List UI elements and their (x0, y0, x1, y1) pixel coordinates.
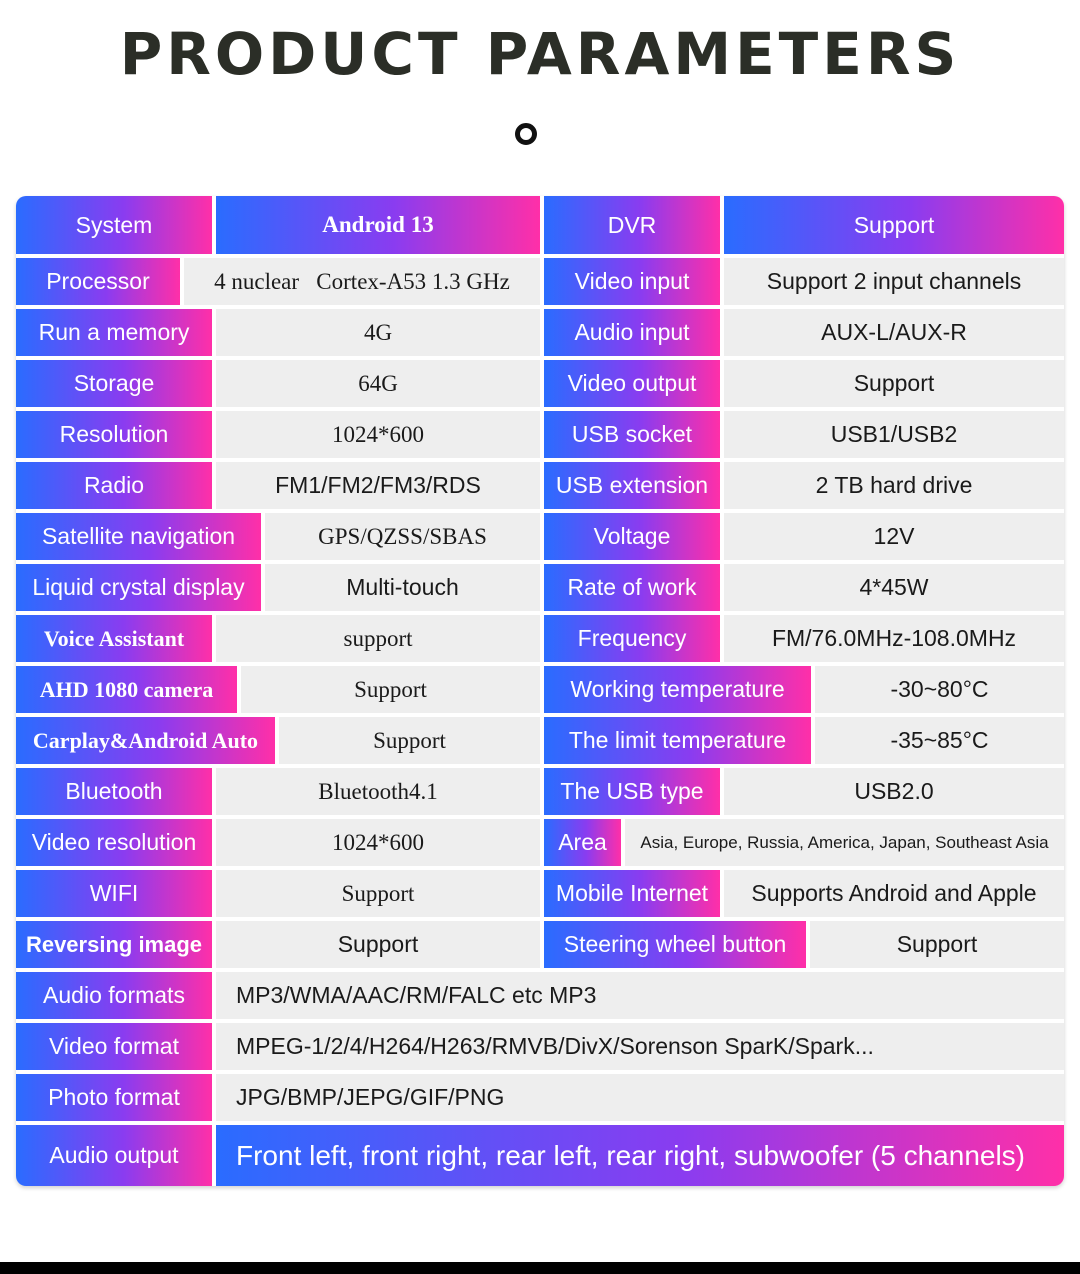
circle-icon (515, 123, 537, 145)
spec-label-video-input: Video input (544, 258, 720, 305)
spec-label-voltage: Voltage (544, 513, 720, 560)
spec-label-reversing-image: Reversing image (16, 921, 212, 968)
spec-label-usb-type: The USB type (544, 768, 720, 815)
spec-value-frequency: FM/76.0MHz-108.0MHz (724, 615, 1064, 662)
spec-value-usb-socket: USB1/USB2 (724, 411, 1064, 458)
spec-value-voltage: 12V (724, 513, 1064, 560)
bottom-bar (0, 1262, 1080, 1274)
spec-label-processor: Processor (16, 258, 180, 305)
spec-value-limit-temperature: -35~85°C (815, 717, 1064, 764)
spec-value-photo-format: JPG/BMP/JEPG/GIF/PNG (216, 1074, 1064, 1121)
spec-label-video-format: Video format (16, 1023, 212, 1070)
spec-value-video-output: Support (724, 360, 1064, 407)
spec-label-wifi: WIFI (16, 870, 212, 917)
spec-label-lcd: Liquid crystal display (16, 564, 261, 611)
spec-label-rate-of-work: Rate of work (544, 564, 720, 611)
spec-value-ahd-camera: Support (241, 666, 540, 713)
spec-label-voice-assistant: Voice Assistant (16, 615, 212, 662)
spec-label-frequency: Frequency (544, 615, 720, 662)
spec-label-storage: Storage (16, 360, 212, 407)
spec-label-radio: Radio (16, 462, 212, 509)
spec-value-radio: FM1/FM2/FM3/RDS (216, 462, 540, 509)
spec-label-limit-temperature: The limit temperature (544, 717, 811, 764)
spec-value-video-format: MPEG-1/2/4/H264/H263/RMVB/DivX/Sorenson SparK/Spark... (216, 1023, 1064, 1070)
spec-label-bluetooth: Bluetooth (16, 768, 212, 815)
spec-value-video-resolution: 1024*600 (216, 819, 540, 866)
spec-label-audio-formats: Audio formats (16, 972, 212, 1019)
spec-value-audio-input: AUX-L/AUX-R (724, 309, 1064, 356)
spec-label-dvr: DVR (544, 196, 720, 254)
spec-value-reversing-image: Support (216, 921, 540, 968)
spec-value-area: Asia, Europe, Russia, America, Japan, Southeast Asia (625, 819, 1064, 866)
spec-label-carplay: Carplay&Android Auto (16, 717, 275, 764)
spec-label-mobile-internet: Mobile Internet (544, 870, 720, 917)
spec-label-audio-output: Audio output (16, 1125, 212, 1186)
spec-label-video-output: Video output (544, 360, 720, 407)
spec-label-working-temperature: Working temperature (544, 666, 811, 713)
spec-label-ahd-camera: AHD 1080 camera (16, 666, 237, 713)
spec-label-usb-extension: USB extension (544, 462, 720, 509)
spec-value-voice-assistant: support (216, 615, 540, 662)
spec-value-audio-formats: MP3/WMA/AAC/RM/FALC etc MP3 (216, 972, 1064, 1019)
spec-label-audio-input: Audio input (544, 309, 720, 356)
spec-value-carplay: Support (279, 717, 540, 764)
spec-label-resolution: Resolution (16, 411, 212, 458)
spec-value-lcd: Multi-touch (265, 564, 540, 611)
spec-value-memory: 4G (216, 309, 540, 356)
spec-label-steering-wheel: Steering wheel button (544, 921, 806, 968)
spec-label-memory: Run a memory (16, 309, 212, 356)
spec-value-bluetooth: Bluetooth4.1 (216, 768, 540, 815)
spec-value-usb-extension: 2 TB hard drive (724, 462, 1064, 509)
parameters-table (16, 196, 1064, 1186)
spec-value-audio-output: Front left, front right, rear left, rear right, subwoofer (5 channels) (216, 1125, 1064, 1186)
spec-value-system: Android 13 (216, 196, 540, 254)
spec-value-working-temperature: -30~80°C (815, 666, 1064, 713)
spec-label-usb-socket: USB socket (544, 411, 720, 458)
spec-value-wifi: Support (216, 870, 540, 917)
spec-value-processor: 4 nuclear Cortex-A53 1.3 GHz (184, 258, 540, 305)
spec-value-resolution: 1024*600 (216, 411, 540, 458)
page-title: PRODUCT PARAMETERS (119, 20, 961, 88)
spec-label-video-resolution: Video resolution (16, 819, 212, 866)
spec-value-usb-type: USB2.0 (724, 768, 1064, 815)
spec-value-storage: 64G (216, 360, 540, 407)
spec-label-area: Area (544, 819, 621, 866)
spec-label-satellite-navigation: Satellite navigation (16, 513, 261, 560)
spec-label-photo-format: Photo format (16, 1074, 212, 1121)
spec-value-steering-wheel: Support (810, 921, 1064, 968)
spec-value-video-input: Support 2 input channels (724, 258, 1064, 305)
spec-label-system: System (16, 196, 212, 254)
spec-value-mobile-internet: Supports Android and Apple (724, 870, 1064, 917)
spec-value-satellite-navigation: GPS/QZSS/SBAS (265, 513, 540, 560)
spec-value-dvr: Support (724, 196, 1064, 254)
spec-value-rate-of-work: 4*45W (724, 564, 1064, 611)
